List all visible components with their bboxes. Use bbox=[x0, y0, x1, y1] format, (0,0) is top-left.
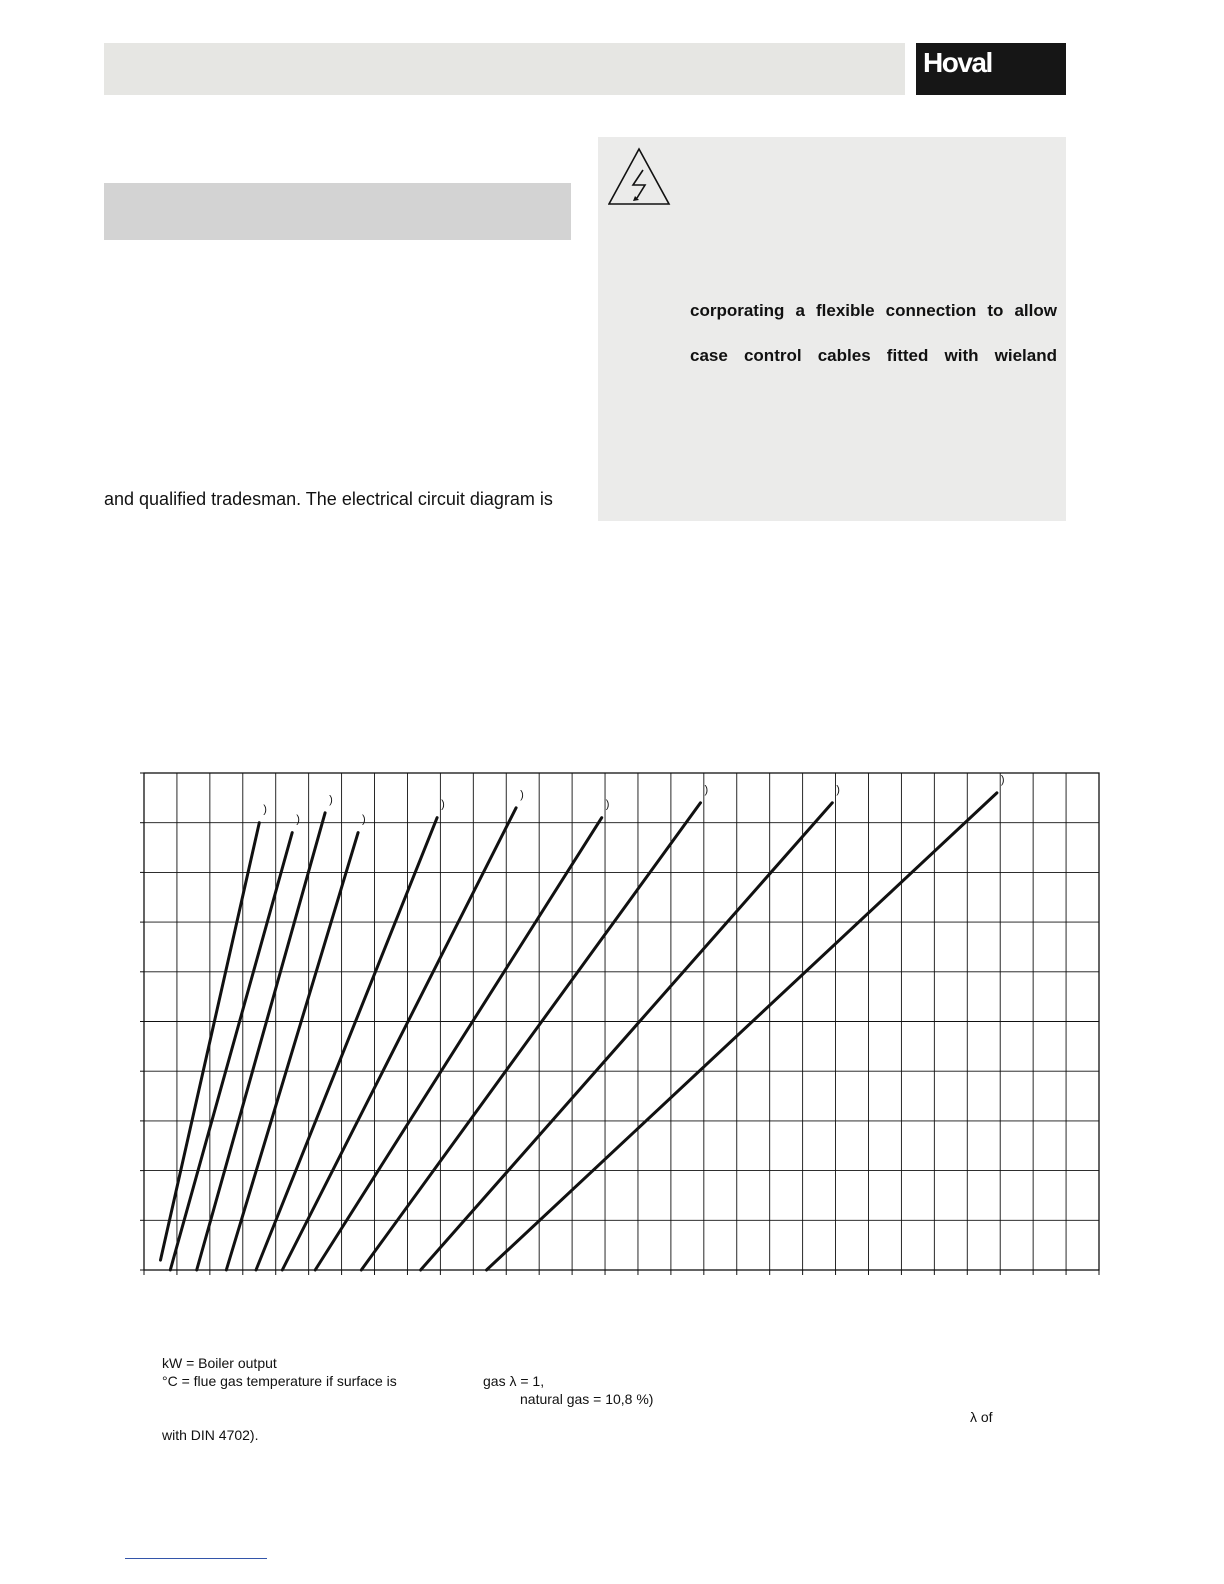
high-voltage-warning-icon bbox=[608, 146, 672, 206]
curve-label-marker: ) bbox=[296, 813, 300, 826]
warning-text-line-2: case control cables fitted with wieland bbox=[690, 346, 1057, 365]
curve-label-marker: ) bbox=[704, 783, 709, 796]
brand-name: Hoval bbox=[923, 47, 992, 78]
flue-gas-chart bbox=[130, 765, 1110, 1285]
warning-text-line-1: corporating a flexible connection to allow bbox=[690, 301, 1057, 320]
legend-line-boiler-output: kW = Boiler output bbox=[162, 1355, 277, 1371]
curve-label-marker: ) bbox=[1000, 774, 1005, 786]
legend-line-lambda-of: λ of bbox=[970, 1409, 993, 1425]
section-heading-bar bbox=[104, 183, 571, 240]
curve-line bbox=[487, 793, 997, 1270]
header-bar bbox=[104, 43, 905, 95]
hoval-logo bbox=[916, 43, 1066, 95]
footer-link-underline[interactable] bbox=[125, 1558, 267, 1559]
curve-label-marker: ) bbox=[263, 803, 267, 816]
curve-label-marker: ) bbox=[605, 798, 610, 811]
curve-label-marker: ) bbox=[329, 793, 333, 806]
legend-line-lambda: gas λ = 1, bbox=[483, 1373, 545, 1389]
legend-line-din: with DIN 4702). bbox=[162, 1427, 259, 1443]
curve-line bbox=[226, 833, 358, 1270]
curve-label-marker: ) bbox=[441, 798, 445, 811]
legend-line-natural-gas: natural gas = 10,8 %) bbox=[520, 1391, 654, 1407]
curve-line bbox=[197, 813, 325, 1270]
electrical-warning-box bbox=[598, 137, 1066, 521]
legend-line-flue-gas-temp: °C = flue gas temperature if surface is bbox=[162, 1373, 397, 1389]
curve-line bbox=[170, 833, 292, 1270]
body-text-line: and qualified tradesman. The electrical circuit diagram is bbox=[104, 489, 553, 509]
curve-label-marker: ) bbox=[362, 813, 366, 826]
curve-line bbox=[361, 803, 700, 1270]
curve-label-marker: ) bbox=[836, 783, 840, 796]
curve-label-marker: ) bbox=[520, 788, 524, 801]
